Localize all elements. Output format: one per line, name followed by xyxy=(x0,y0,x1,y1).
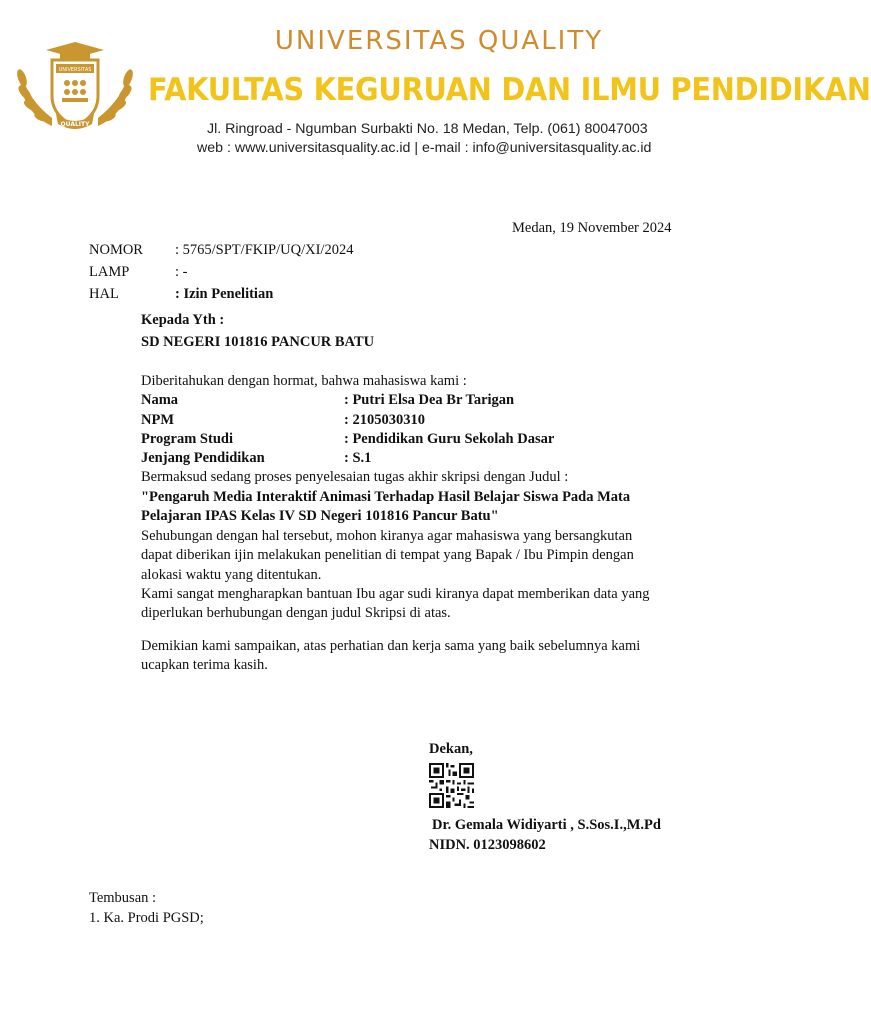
body-line-4: Kami sangat mengharapkan bantuan Ibu agar sudi kiranya dapat memberikan data yang xyxy=(141,586,650,602)
meta-label-lamp: LAMP xyxy=(89,264,130,280)
student-label-prodi: Program Studi xyxy=(141,431,233,447)
thesis-title-line-2: Pelajaran IPAS Kelas IV SD Negeri 101816 Pancur Batu" xyxy=(141,508,499,524)
meta-value-nomor: : 5765/SPT/FKIP/UQ/XI/2024 xyxy=(175,242,354,258)
signatory-nidn: NIDN. 0123098602 xyxy=(429,837,546,853)
cc-item: 1. Ka. Prodi PGSD; xyxy=(89,910,204,926)
meta-label-nomor: NOMOR xyxy=(89,242,143,258)
purpose-text: Bermaksud sedang proses penyelesaian tugas akhir skripsi dengan Judul : xyxy=(141,469,569,485)
student-label-npm: NPM xyxy=(141,412,175,428)
recipient-greeting: Kepada Yth : xyxy=(141,312,225,328)
body-line-2: dapat diberikan ijin melakukan penelitian di tempat yang Bapak / Ibu Pimpin dengan xyxy=(141,547,634,563)
student-value-npm: : 2105030310 xyxy=(344,412,425,428)
logo-bottom-text: QUALITY xyxy=(60,121,90,128)
body-line-3: alokasi waktu yang ditentukan. xyxy=(141,567,322,583)
closing-line-1: Demikian kami sampaikan, atas perhatian dan kerja sama yang baik sebelumnya kami xyxy=(141,638,641,654)
student-value-prodi: : Pendidikan Guru Sekolah Dasar xyxy=(344,431,555,447)
intro-text: Diberitahukan dengan hormat, bahwa mahasiswa kami : xyxy=(141,373,467,389)
letterhead-web-email: web : www.universitasquality.ac.id | e-mail : info@universitasquality.ac.id xyxy=(197,140,652,156)
university-name: UNIVERSITAS QUALITY xyxy=(274,26,604,56)
qr-code-icon xyxy=(429,763,474,808)
meta-value-lamp: : - xyxy=(175,264,188,280)
student-label-jenjang: Jenjang Pendidikan xyxy=(141,450,265,466)
meta-label-hal: HAL xyxy=(89,286,119,302)
logo-top-text: UNIVERSITAS xyxy=(58,67,92,73)
student-value-nama: : Putri Elsa Dea Br Tarigan xyxy=(344,392,515,408)
cc-title: Tembusan : xyxy=(89,890,157,906)
signature-position: Dekan, xyxy=(429,741,473,757)
letterhead-address: Jl. Ringroad - Ngumban Surbakti No. 18 Medan, Telp. (061) 80047003 xyxy=(207,121,648,137)
faculty-name: FAKULTAS KEGURUAN DAN ILMU PENDIDIKAN xyxy=(148,72,871,108)
thesis-title-line-1: "Pengaruh Media Interaktif Animasi Terhadap Hasil Belajar Siswa Pada Mata xyxy=(141,489,631,505)
body-line-5: diperlukan berhubungan dengan judul Skripsi di atas. xyxy=(141,605,451,621)
meta-value-hal: : Izin Penelitian xyxy=(175,286,274,302)
body-line-1: Sehubungan dengan hal tersebut, mohon kiranya agar mahasiswa yang bersangkutan xyxy=(141,528,633,544)
closing-line-2: ucapkan terima kasih. xyxy=(141,657,268,673)
signatory-name: Dr. Gemala Widiyarti , S.Sos.I.,M.Pd xyxy=(432,817,661,833)
student-label-nama: Nama xyxy=(141,392,179,408)
recipient-name: SD NEGERI 101816 PANCUR BATU xyxy=(141,334,375,350)
letter-date: Medan, 19 November 2024 xyxy=(512,220,672,236)
student-value-jenjang: : S.1 xyxy=(344,450,372,466)
